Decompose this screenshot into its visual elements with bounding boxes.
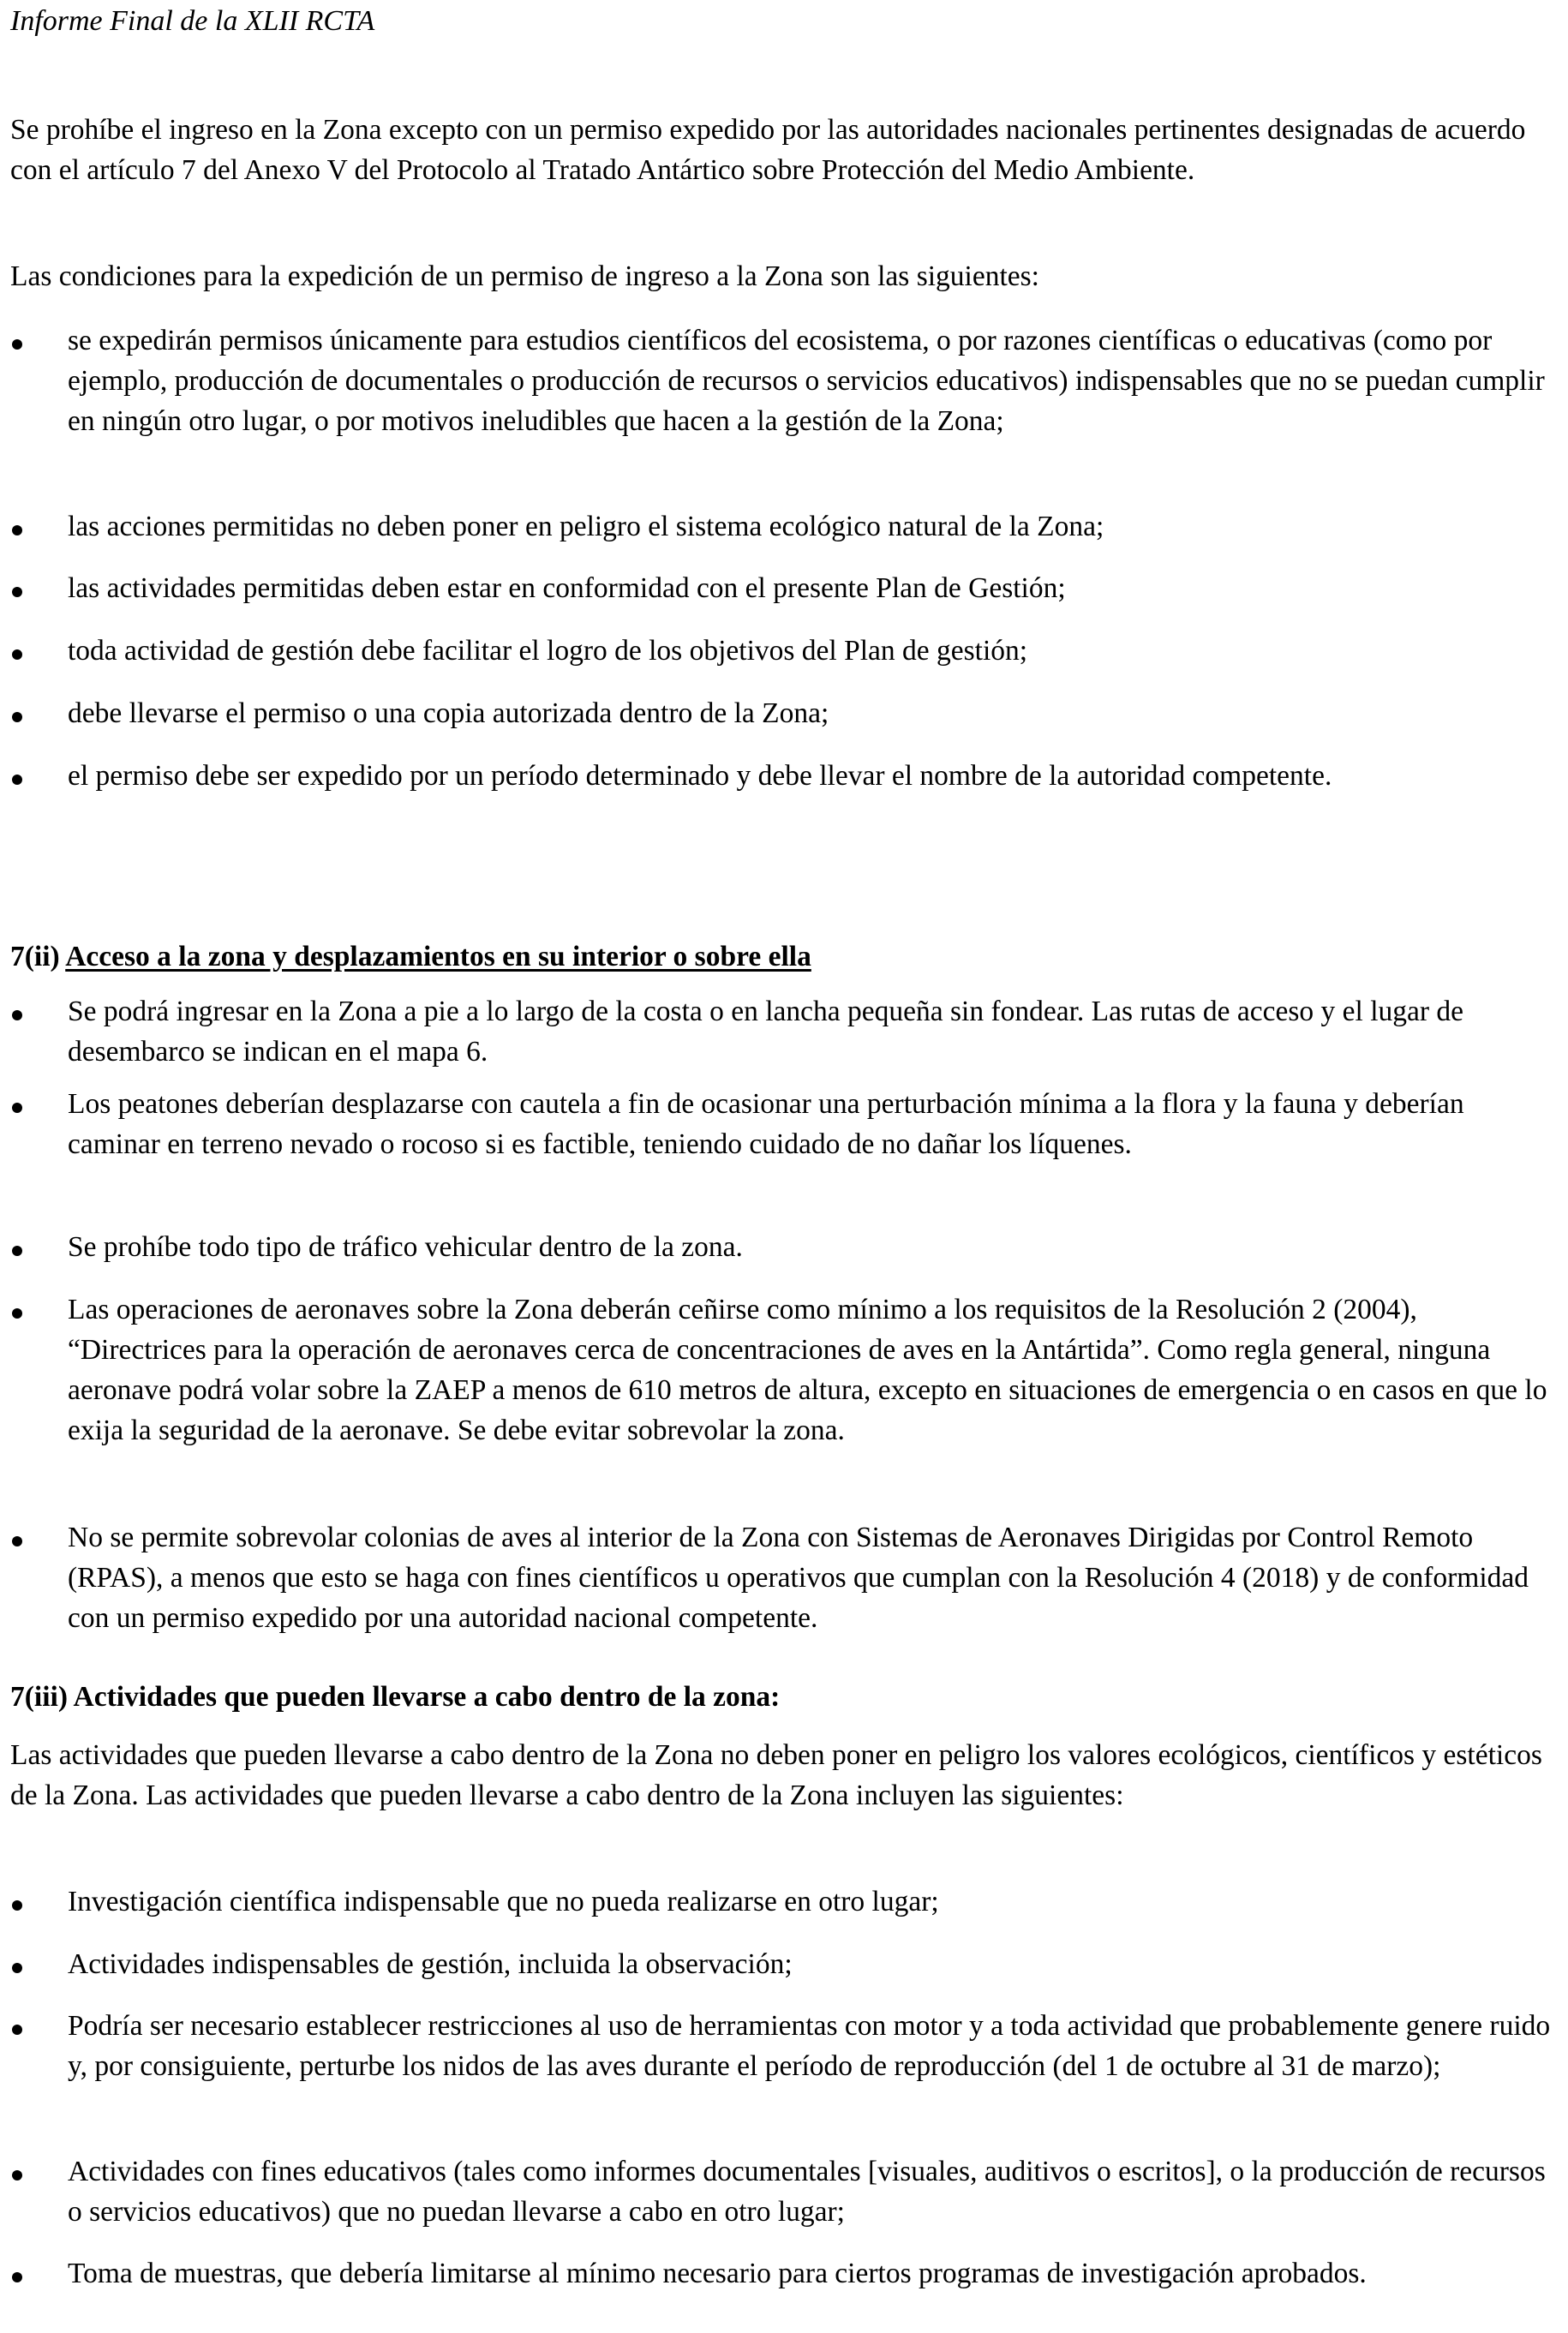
bullet-icon xyxy=(12,525,22,535)
section-heading-ii xyxy=(10,936,1559,977)
bullet-icon xyxy=(12,339,22,350)
list-item: el permiso debe ser expedido por un período determinado y debe llevar el nombre de la autoridad competente. xyxy=(10,756,1559,796)
section-title-ii: 7(ii) Acceso a la zona y desplazamientos en su interior o sobre ella xyxy=(10,941,811,972)
list-item: Se prohíbe todo tipo de tráfico vehicular dentro de la zona. xyxy=(10,1227,1559,1267)
list-item: No se permite sobrevolar colonias de aves al interior de la Zona con Sistemas de Aeronaves Dirigidas por Control Remoto (RPAS), a menos que esto se haga con fines científicos u operativos que cumplan con la Resolución 4 (2018) y de conformidad con un permiso expedido por una autoridad nacional competente. xyxy=(10,1517,1559,1638)
bullet-icon xyxy=(12,2170,22,2180)
bullet-icon xyxy=(12,712,22,722)
intro-text-1: Se prohíbe el ingreso en la Zona excepto con un permiso expedido por las autoridades nacionales pertinentes designadas de acuerdo con el artículo 7 del Anexo V del Protocolo al Tratado Antártico sobre Protección del Medio Ambiente. xyxy=(10,114,1526,186)
list-item: Los peatones deberían desplazarse con cautela a fin de ocasionar una perturbación mínima a la flora y la fauna y deberían caminar en terreno nevado o rocoso si es factible, teniendo cuidado de no dañar los líquenes. xyxy=(10,1084,1559,1164)
list-item: Las operaciones de aeronaves sobre la Zona deberán ceñirse como mínimo a los requisitos de la Resolución 2 (2004), “Directrices para la operación de aeronaves cerca de concentraciones de aves en la Antártida”. Como regla general, ninguna aeronave podrá volar sobre la ZAEP a menos de 610 metros de altura, excepto en situaciones de emergencia o en casos en que lo exija la seguridad de la aeronave. Se debe evitar sobrevolar la zona. xyxy=(10,1289,1559,1451)
intro-paragraph-2 xyxy=(10,256,1559,296)
section-iii-intro xyxy=(10,1735,1559,1816)
list-item: Toma de muestras, que debería limitarse al mínimo necesario para ciertos programas de investigación aprobados. xyxy=(10,2253,1559,2294)
list-item: Se podrá ingresar en la Zona a pie a lo largo de la costa o en lancha pequeña sin fondear. Las rutas de acceso y el lugar de desembarco se indican en el mapa 6. xyxy=(10,991,1559,1072)
bullet-icon xyxy=(12,2025,22,2035)
list-item: Podría ser necesario establecer restricciones al uso de herramientas con motor y a toda actividad que probablemente genere ruido y, por consiguiente, perturbe los nidos de las aves durante el período de reproducción (del 1 de octubre al 31 de marzo); xyxy=(10,2006,1559,2086)
bullet-icon xyxy=(12,1308,22,1319)
header-title: Informe Final de la XLII RCTA xyxy=(10,5,375,37)
intro-paragraph-1 xyxy=(10,110,1559,190)
list-item: toda actividad de gestión debe facilitar el logro de los objetivos del Plan de gestión; xyxy=(10,631,1559,671)
list-item: Investigación científica indispensable que no pueda realizarse en otro lugar; xyxy=(10,1881,1559,1922)
list-item: las acciones permitidas no deben poner en peligro el sistema ecológico natural de la Zona; xyxy=(10,506,1559,547)
running-header xyxy=(10,0,1559,43)
section-title-iii: 7(iii) Actividades que pueden llevarse a cabo dentro de la zona: xyxy=(10,1681,781,1713)
bullet-icon xyxy=(12,1010,22,1020)
bullet-icon xyxy=(12,587,22,597)
bullet-icon xyxy=(12,1246,22,1256)
list-item: se expedirán permisos únicamente para estudios científicos del ecosistema, o por razones científicas o educativas (como por ejemplo, producción de documentales o producción de recursos o servicios educativos) indispensables que no se puedan cumplir en ningún otro lugar, o por motivos ineludibles que hacen a la gestión de la Zona; xyxy=(10,320,1559,441)
bullet-icon xyxy=(12,1536,22,1546)
list-item: debe llevarse el permiso o una copia autorizada dentro de la Zona; xyxy=(10,693,1559,733)
bullet-icon xyxy=(12,2272,22,2282)
section-heading-iii xyxy=(10,1677,1559,1717)
bullet-icon xyxy=(12,649,22,660)
bullet-icon xyxy=(12,1103,22,1113)
section-iii-intro-text: Las actividades que pueden llevarse a cabo dentro de la Zona no deben poner en peligro los valores ecológicos, científicos y estéticos de la Zona. Las actividades que pueden llevarse a cabo dentro de la Zona incluyen las siguientes: xyxy=(10,1739,1542,1811)
bullet-icon xyxy=(12,1900,22,1911)
intro-text-2: Las condiciones para la expedición de un permiso de ingreso a la Zona son las siguientes: xyxy=(10,260,1039,292)
list-item: las actividades permitidas deben estar en conformidad con el presente Plan de Gestión; xyxy=(10,568,1559,608)
bullet-icon xyxy=(12,1963,22,1973)
bullet-icon xyxy=(12,775,22,785)
list-item: Actividades con fines educativos (tales como informes documentales [visuales, auditivos o escritos], o la producción de recursos o servicios educativos) que no puedan llevarse a cabo en otro lugar; xyxy=(10,2151,1559,2232)
list-item: Actividades indispensables de gestión, incluida la observación; xyxy=(10,1944,1559,1984)
